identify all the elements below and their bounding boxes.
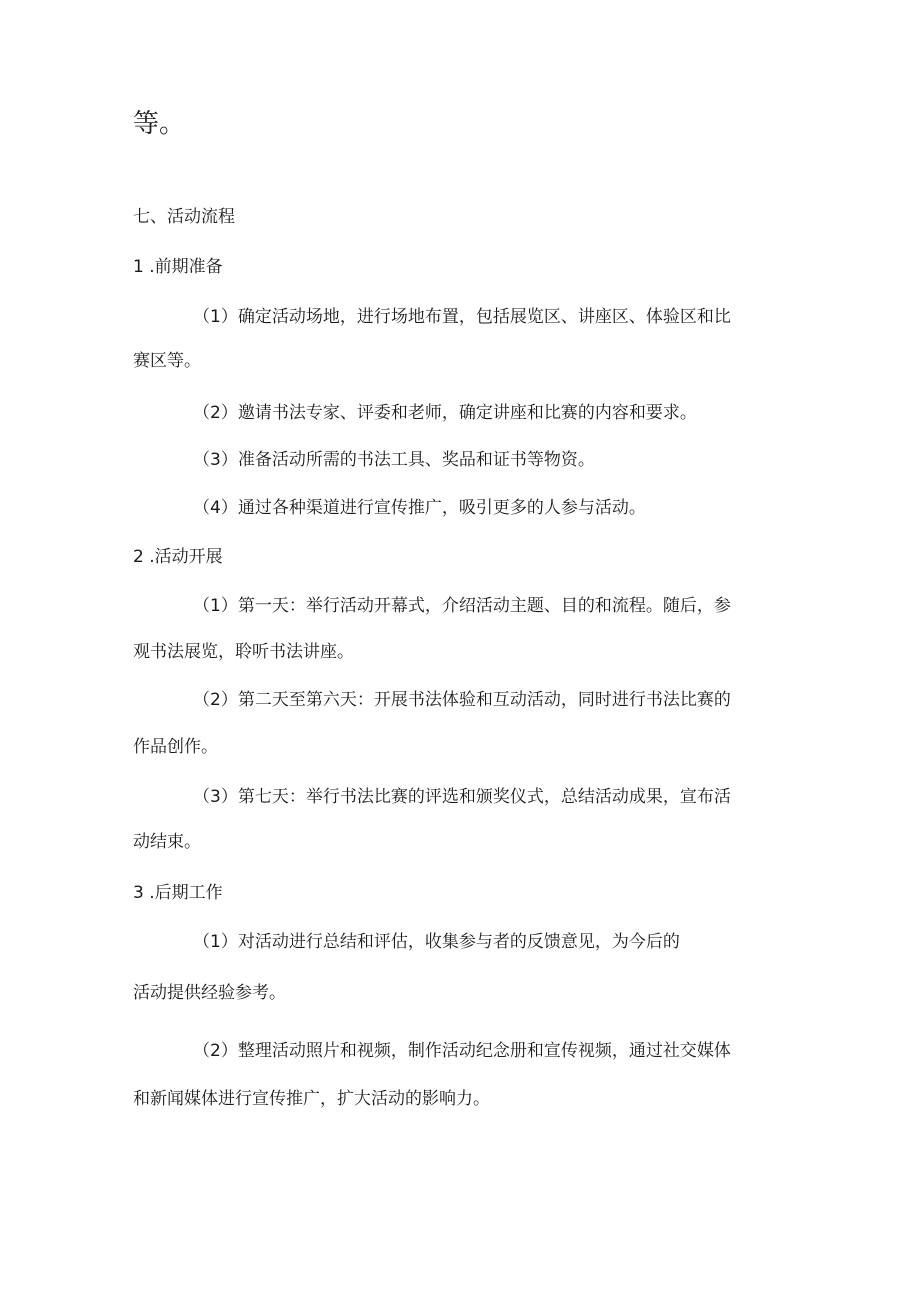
paragraph-1-2: （2）邀请书法专家、评委和老师，确定讲座和比赛的内容和要求。 [193,403,697,423]
paragraph-1-4: （4）通过各种渠道进行宣传推广，吸引更多的人参与活动。 [193,498,646,518]
paragraph-2-3-line-b: 动结束。 [133,832,201,852]
subheading-1: 1 .前期准备 [133,257,223,277]
paragraph-2-1-line-b: 观书法展览，聆听书法讲座。 [133,642,354,662]
paragraph-2-3-line-a: （3）第七天：举行书法比赛的评选和颁奖仪式，总结活动成果，宣布活 [193,787,731,807]
paragraph-1-1-line-b: 赛区等。 [133,351,201,371]
paragraph-3-2-line-a: （2）整理活动照片和视频，制作活动纪念册和宣传视频，通过社交媒体 [193,1041,731,1061]
paragraph-2-1-line-a: （1）第一天：举行活动开幕式，介绍活动主题、目的和流程。随后，参 [193,596,731,616]
paragraph-3-1-line-a: （1）对活动进行总结和评估，收集参与者的反馈意见，为今后的 [193,932,680,952]
top-tail-text: 等。 [133,109,186,139]
paragraph-2-2-line-b: 作品创作。 [133,737,218,757]
section-title: 七、活动流程 [133,207,235,227]
subheading-2: 2 .活动开展 [133,547,223,567]
paragraph-1-3: （3）准备活动所需的书法工具、奖品和证书等物资。 [193,450,595,470]
subheading-3: 3 .后期工作 [133,883,223,903]
paragraph-3-2-line-b: 和新闻媒体进行宣传推广，扩大活动的影响力。 [133,1089,490,1109]
paragraph-2-2-line-a: （2）第二天至第六天：开展书法体验和互动活动，同时进行书法比赛的 [193,690,731,710]
paragraph-3-1-line-b: 活动提供经验参考。 [133,983,286,1003]
paragraph-1-1-line-a: （1）确定活动场地，进行场地布置，包括展览区、讲座区、体验区和比 [193,307,731,327]
